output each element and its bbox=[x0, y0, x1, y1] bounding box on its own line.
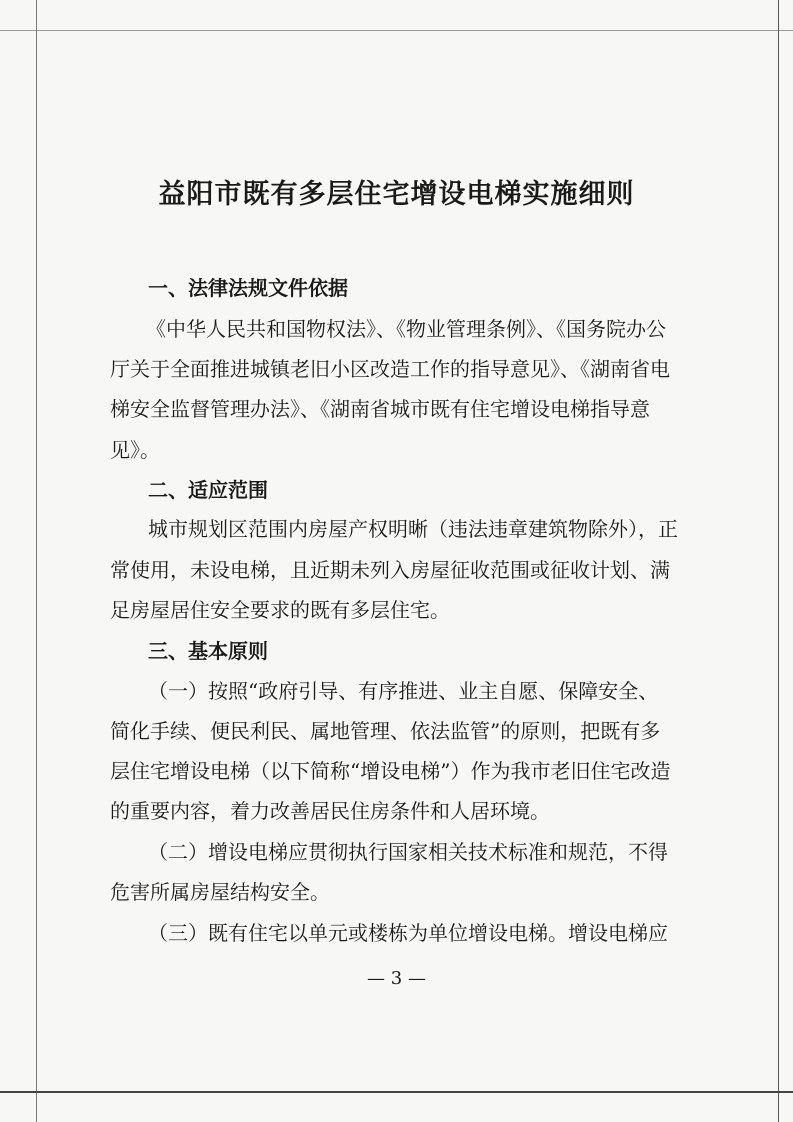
body-line: 危害所属房屋结构安全。 bbox=[110, 880, 330, 904]
body-line: 常使用，未设电梯，且近期未列入房屋征收范围或征收计划、满 bbox=[110, 558, 670, 582]
section-heading-1: 一、法律法规文件依据 bbox=[148, 276, 348, 300]
body-line: 层住宅增设电梯（以下简称“增设电梯”）作为我市老旧住宅改造 bbox=[110, 759, 671, 783]
scan-border-left bbox=[36, 0, 37, 1122]
body-line: 的重要内容，着力改善居民住房条件和人居环境。 bbox=[110, 799, 550, 823]
section-heading-3: 三、基本原则 bbox=[148, 639, 268, 663]
body-line: 厅关于全面推进城镇老旧小区改造工作的指导意见》、《湖南省电 bbox=[110, 357, 670, 381]
scan-border-top bbox=[0, 30, 793, 31]
body-line: （一）按照“政府引导、有序推进、业主自愿、保障安全、 bbox=[148, 679, 659, 703]
body-line: 城市规划区范围内房屋产权明晰（违法违章建筑物除外），正 bbox=[148, 517, 678, 541]
body-line: 简化手续、便民利民、属地管理、依法监管”的原则，把既有多 bbox=[110, 719, 661, 743]
document-title: 益阳市既有多层住宅增设电梯实施细则 bbox=[158, 179, 635, 210]
body-line: 《中华人民共和国物权法》、《物业管理条例》、《国务院办公 bbox=[146, 317, 666, 341]
body-line: 足房屋居住安全要求的既有多层住宅。 bbox=[110, 598, 450, 622]
page-number: — 3 — bbox=[367, 968, 426, 989]
section-heading-2: 二、适应范围 bbox=[148, 478, 268, 502]
body-line: （二）增设电梯应贯彻执行国家相关技术标准和规范，不得 bbox=[148, 840, 668, 864]
body-line: 见》。 bbox=[110, 438, 160, 462]
body-line: （三）既有住宅以单元或楼栋为单位增设电梯。增设电梯应 bbox=[148, 921, 668, 945]
scan-border-bottom bbox=[0, 1091, 793, 1093]
body-line: 梯安全监督管理办法》、《湖南省城市既有住宅增设电梯指导意 bbox=[110, 397, 650, 421]
